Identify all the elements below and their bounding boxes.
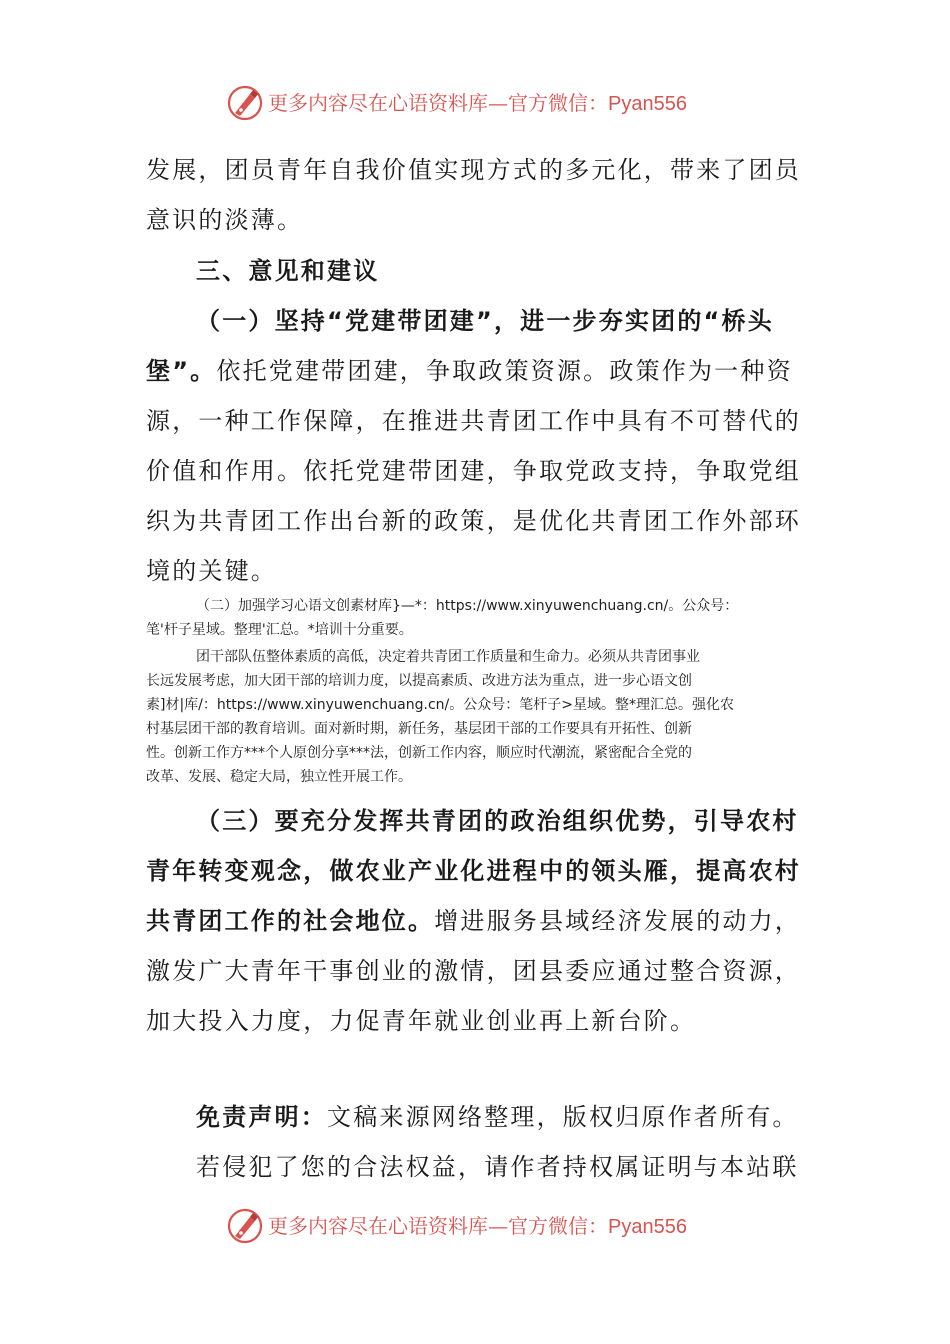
disclaimer-line1 bbox=[196, 1102, 799, 1132]
disclaimer-title: 免责声明： bbox=[196, 1103, 327, 1131]
item3-heading-line1: （三）要充分发挥共青团的政治组织优势，引导农村 bbox=[196, 807, 799, 835]
header-banner bbox=[0, 82, 950, 126]
banner-text bbox=[268, 91, 687, 116]
body-line: 发展，团员青年自我价值实现方式的多元化，带来了团员 bbox=[146, 156, 801, 184]
item1-line2 bbox=[146, 356, 793, 386]
body-line: 境的关键。 bbox=[146, 557, 277, 585]
item1-line2-rest: 依托党建带团建，争取政策资源。政策作为一种资 bbox=[216, 357, 793, 385]
item2-line: 团干部队伍整体素质的高低，决定着共青团工作质量和生命力。必须从共青团事业 bbox=[196, 649, 700, 665]
item2-line: 改革、发展、稳定大局，独立性开展工作。 bbox=[146, 769, 412, 785]
banner-text bbox=[268, 1214, 687, 1239]
item2-line: 村基层团干部的教育培训。面对新时期，新任务，基层团干部的工作要具有开拓性、创新 bbox=[146, 721, 692, 737]
item2-line: （二）加强学习心语文创素材库}—*：https://www.xinyuwenchuang.cn/。公众号： bbox=[196, 598, 739, 614]
body-line: 加大投入力度，力促青年就业创业再上新台阶。 bbox=[146, 1007, 697, 1035]
item2-line: 素]材|库/：https://www.xinyuwenchuang.cn/。公众号：笔杆子>星域。整*理汇总。强化农 bbox=[146, 697, 734, 713]
item3-line3-rest: 增进服务县域经济发展的动力， bbox=[434, 907, 802, 935]
banner-label: 更多内容尽在心语资料库—官方微信： bbox=[268, 91, 608, 115]
item2-line: 性。创新工作方***个人原创分享***法，创新工作内容，顺应时代潮流，紧密配合全党的 bbox=[146, 745, 692, 761]
item1-heading-line1: （一）坚持“党建带团建”，进一步夯实团的“桥头 bbox=[196, 307, 774, 335]
item1-heading-line2: 堡”。 bbox=[146, 357, 217, 385]
banner-handle: Pyan556 bbox=[608, 1216, 687, 1238]
item2-line: 长远发展考虑，加大团干部的培训力度，以提高素质、改进方法为重点，进一步心语文创 bbox=[146, 673, 692, 689]
item3-heading-line3: 共青团工作的社会地位。 bbox=[146, 907, 435, 935]
disclaimer-line2: 若侵犯了您的合法权益，请作者持权属证明与本站联 bbox=[196, 1153, 799, 1181]
body-line: 意识的淡薄。 bbox=[146, 206, 304, 234]
pen-nib-logo-icon bbox=[226, 1207, 264, 1245]
section-heading: 三、意见和建议 bbox=[196, 257, 380, 285]
item2-line: 笔'杆子星域。整理'汇总。*培训十分重要。 bbox=[146, 622, 413, 638]
body-line: 激发广大青年干事创业的激情，团县委应通过整合资源， bbox=[146, 957, 801, 985]
body-line: 织为共青团工作出台新的政策，是优化共青团工作外部环 bbox=[146, 507, 801, 535]
disclaimer-text: 文稿来源网络整理，版权归原作者所有。 bbox=[327, 1103, 799, 1131]
body-line: 价值和作用。依托党建带团建，争取党政支持，争取党组 bbox=[146, 457, 801, 485]
item3-heading-line2: 青年转变观念，做农业产业化进程中的领头雁，提高农村 bbox=[146, 857, 801, 885]
footer-banner bbox=[0, 1205, 950, 1249]
body-line: 源，一种工作保障，在推进共青团工作中具有不可替代的 bbox=[146, 407, 801, 435]
item3-line3 bbox=[146, 906, 801, 936]
banner-label: 更多内容尽在心语资料库—官方微信： bbox=[268, 1214, 608, 1238]
banner-handle: Pyan556 bbox=[608, 93, 687, 115]
pen-nib-logo-icon bbox=[226, 84, 264, 122]
